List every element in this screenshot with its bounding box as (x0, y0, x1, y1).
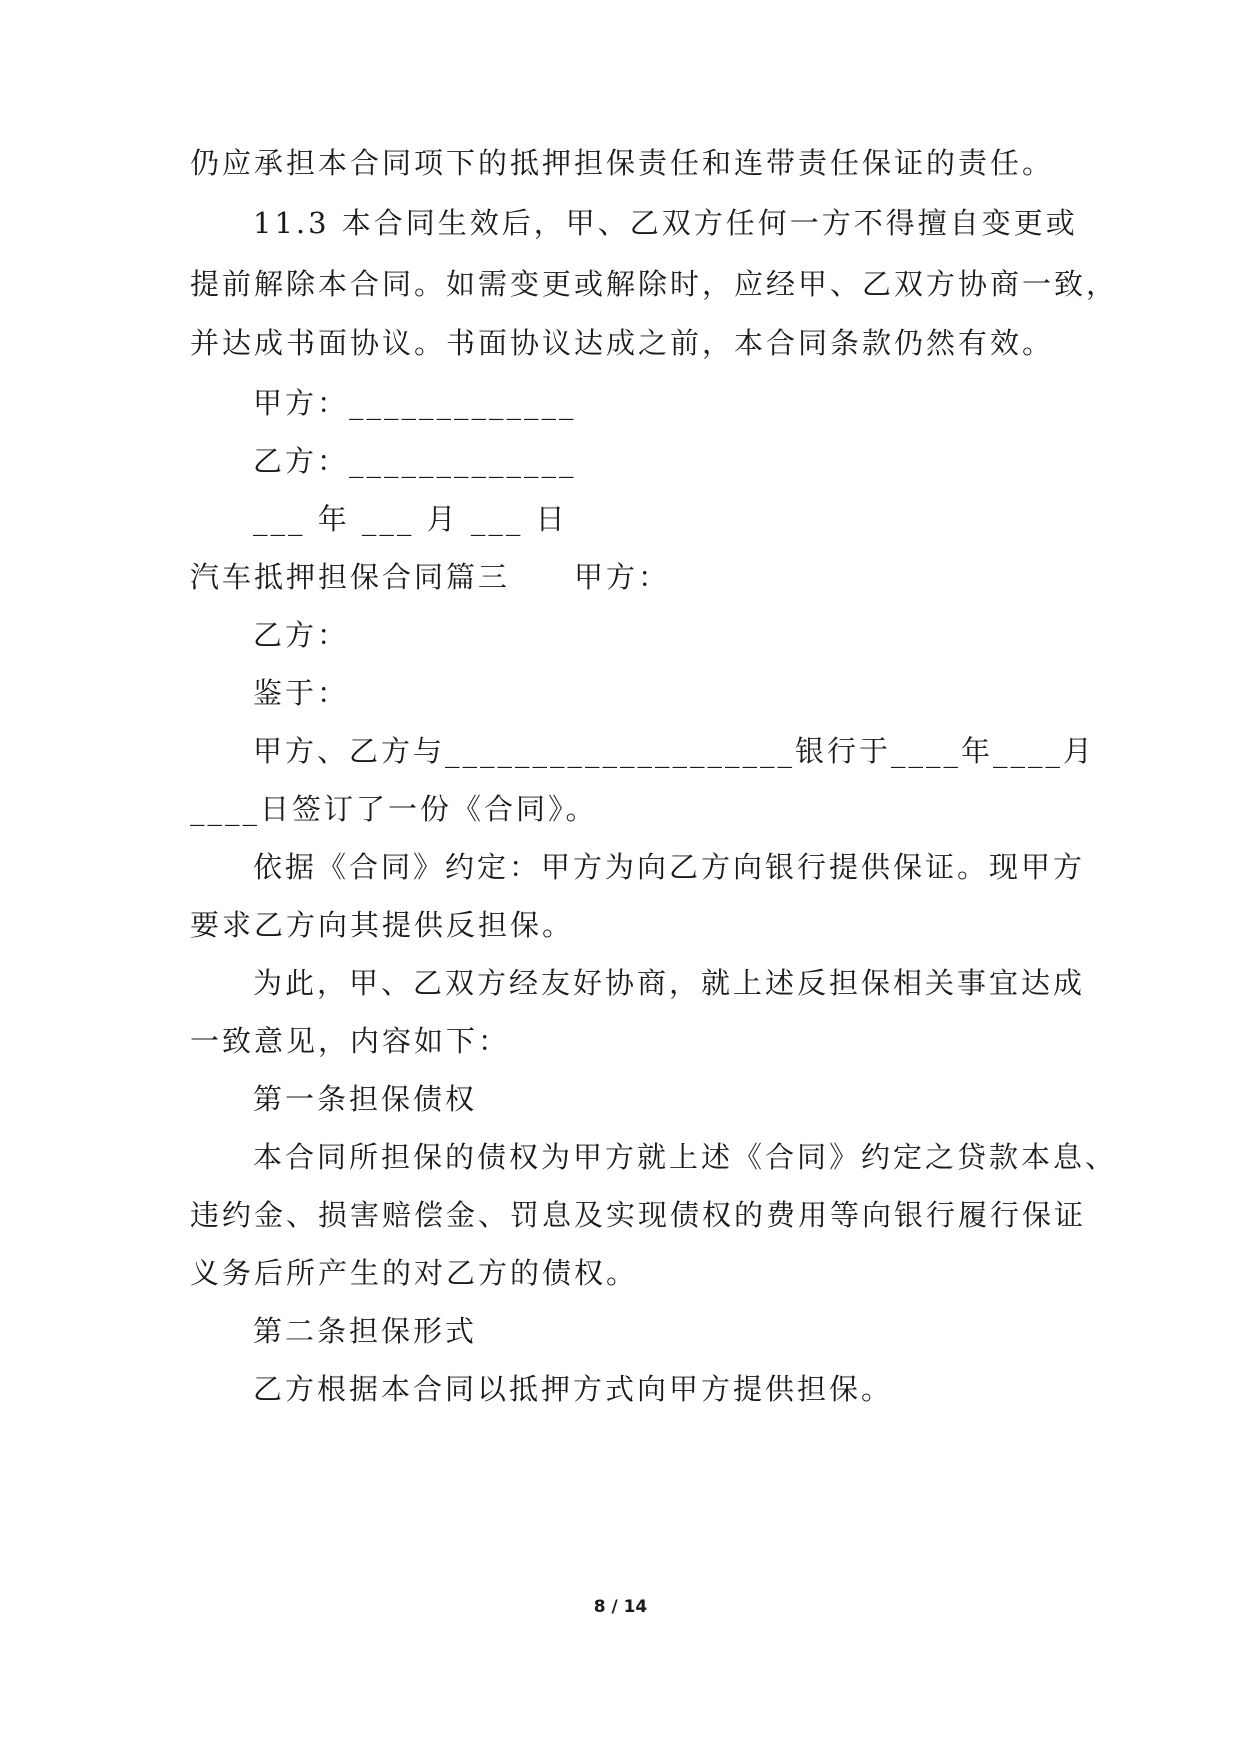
text-line: 依据《合同》约定：甲方为向乙方向银行提供保证。现甲方 (253, 850, 1086, 884)
party-a-signature-line: 甲方：_____________ (253, 386, 577, 420)
text-line: 为此，甲、乙双方经友好协商，就上述反担保相关事宜达成 (253, 966, 1086, 1000)
text-line: ____日签订了一份《合同》。 (190, 792, 598, 826)
article-1-heading: 第一条担保债权 (253, 1082, 478, 1116)
text-line: 提前解除本合同。如需变更或解除时，应经甲、乙双方协商一致， (190, 267, 1119, 301)
text-line: 违约金、损害赔偿金、罚息及实现债权的费用等向银行履行保证 (190, 1198, 1087, 1232)
text-line: 并达成书面协议。书面协议达成之前，本合同条款仍然有效。 (190, 326, 1055, 360)
text-line: 本合同所担保的债权为甲方就上述《合同》约定之贷款本息、 (253, 1140, 1118, 1174)
whereas-label: 鉴于： (253, 676, 350, 710)
date-line: ___ 年 ___ 月 ___ 日 (253, 502, 568, 536)
text-line: 一致意见，内容如下： (190, 1024, 511, 1058)
section-heading: 汽车抵押担保合同篇三 甲方： (190, 560, 671, 594)
page-number: 8 / 14 (593, 1597, 648, 1617)
party-b-label: 乙方： (253, 618, 350, 652)
article-2-heading: 第二条担保形式 (253, 1314, 478, 1348)
text-line: 乙方根据本合同以抵押方式向甲方提供担保。 (253, 1372, 894, 1406)
clause-11-3-line: 11.3 本合同生效后，甲、乙双方任何一方不得擅自变更或 (253, 206, 1078, 240)
text-line: 要求乙方向其提供反担保。 (190, 908, 575, 942)
party-b-signature-line: 乙方：_____________ (253, 444, 577, 478)
text-line: 甲方、乙方与____________________银行于____年____月 (253, 734, 1096, 768)
text-line: 义务后所产生的对乙方的债权。 (190, 1256, 639, 1290)
text-line: 仍应承担本合同项下的抵押担保责任和连带责任保证的责任。 (190, 146, 1055, 180)
